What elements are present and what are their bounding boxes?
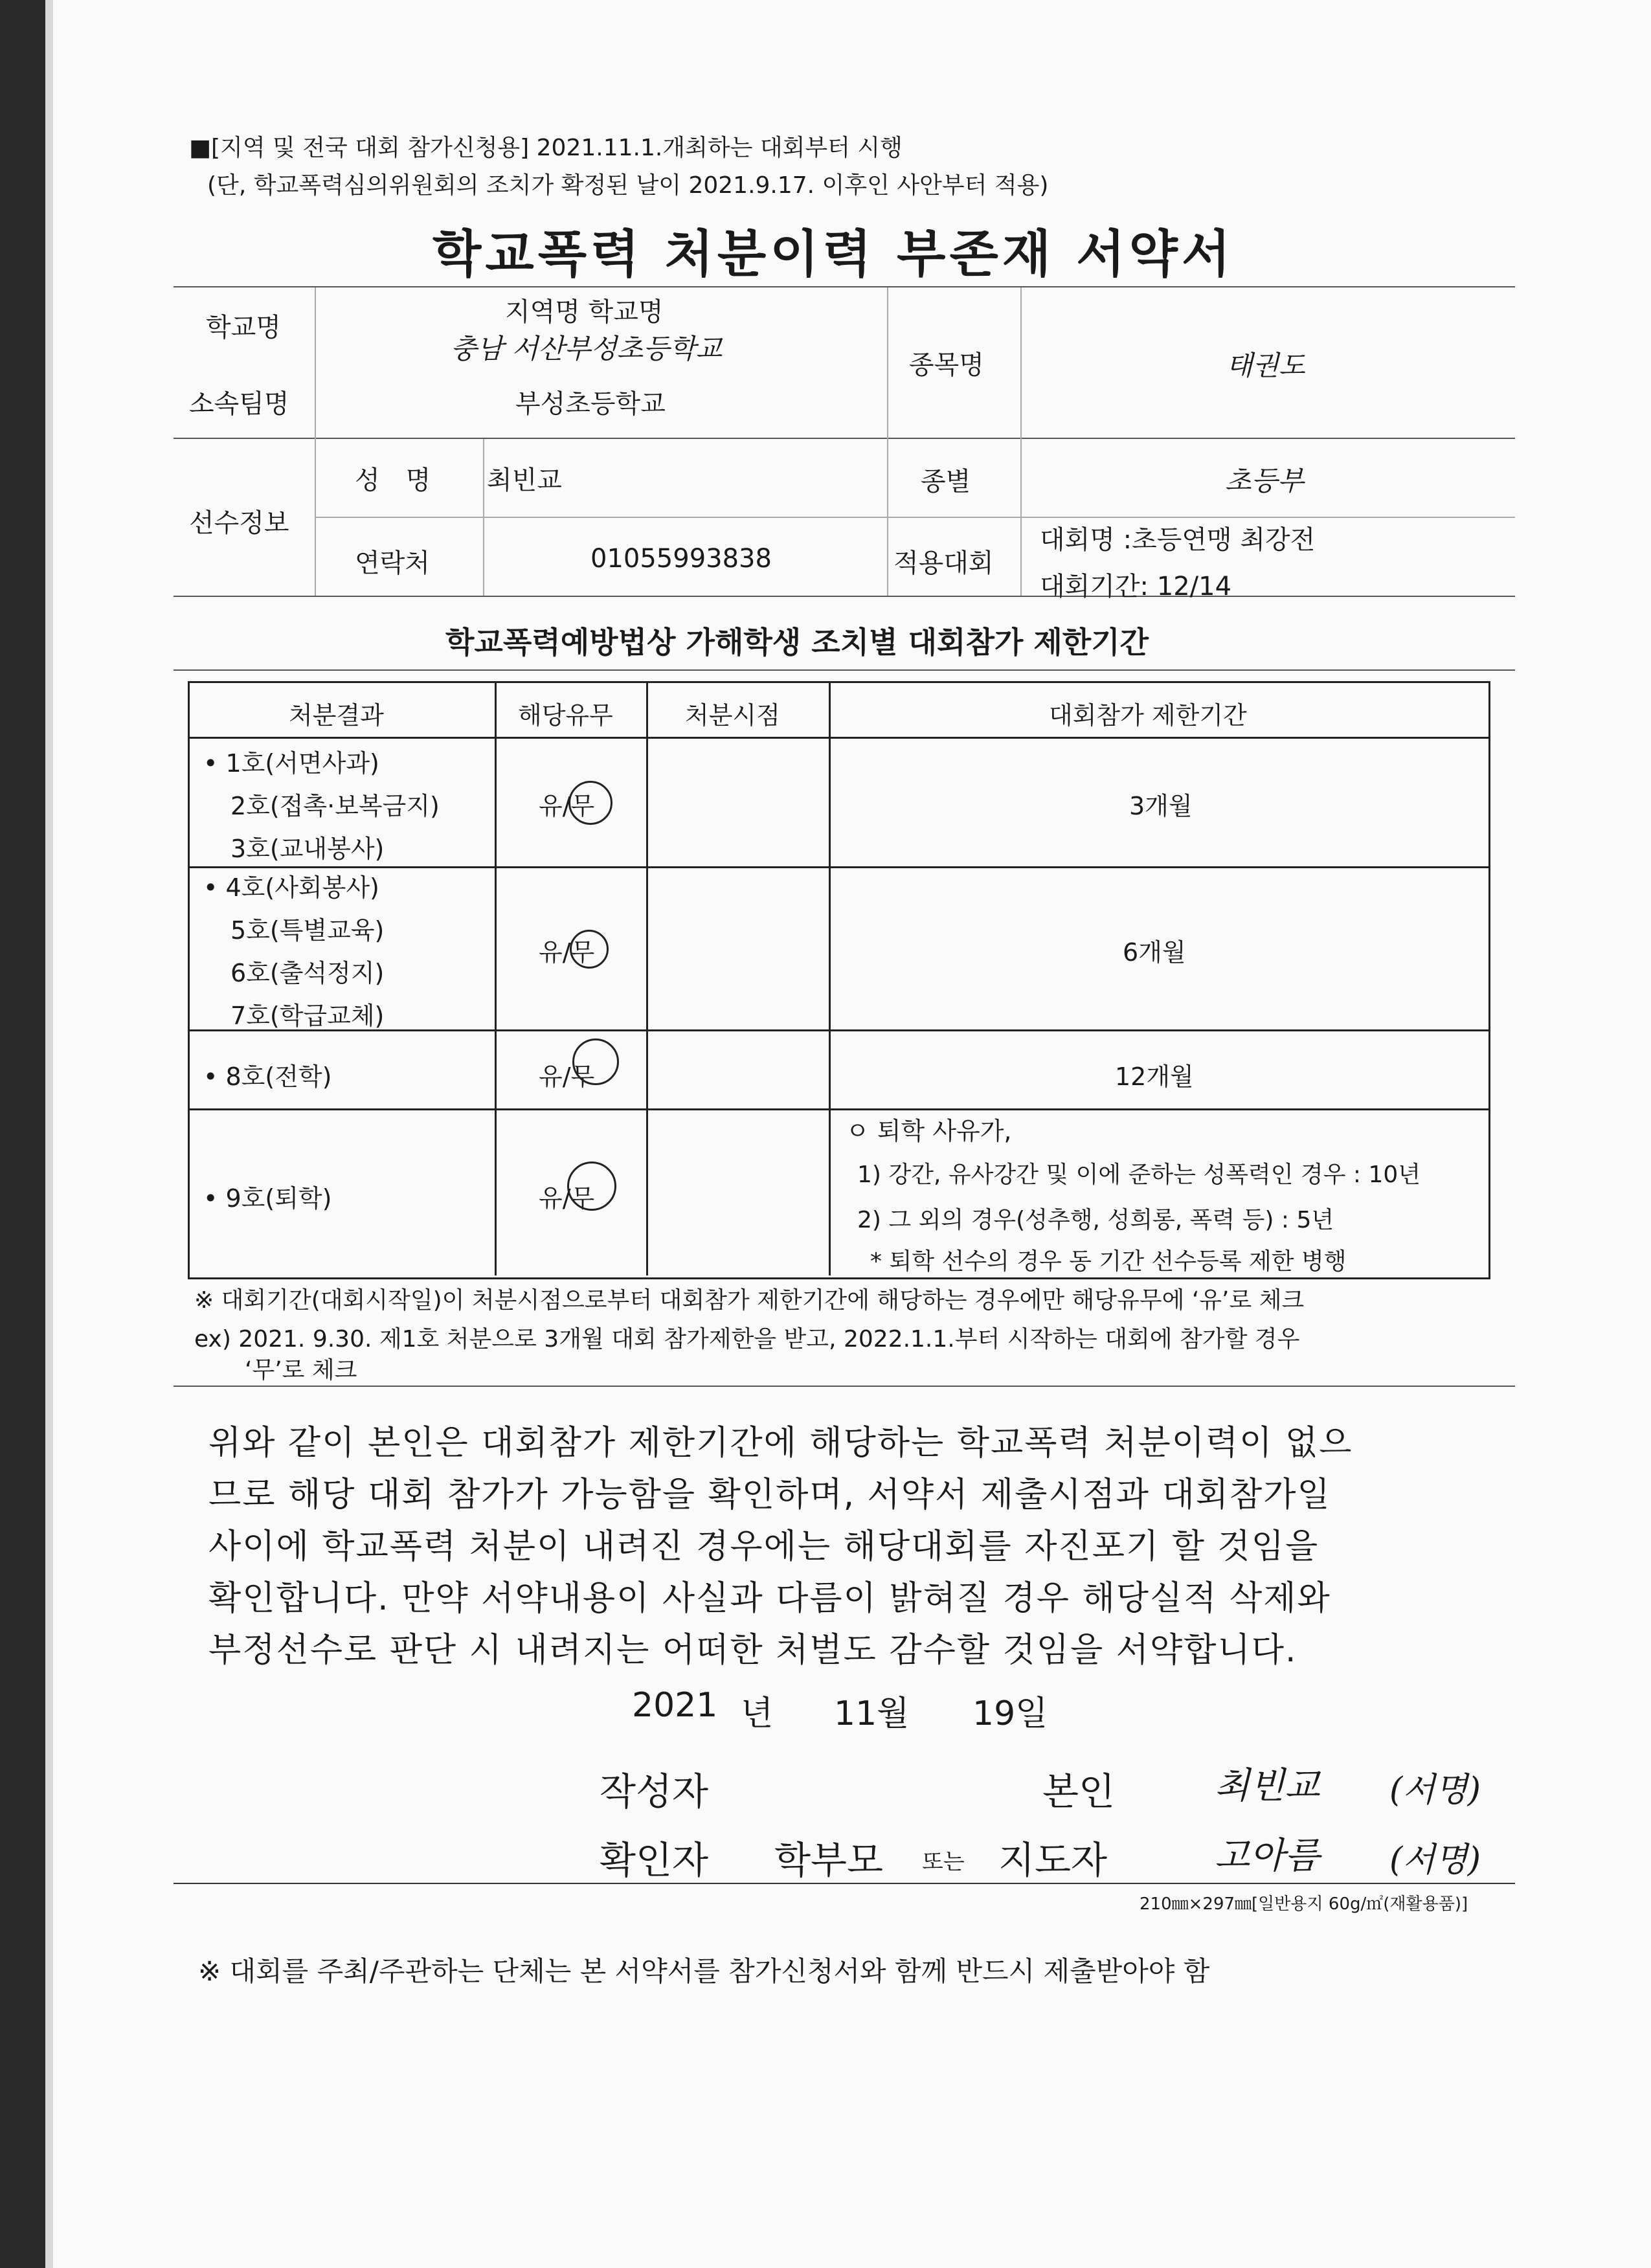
event-value: 태권도 — [1226, 350, 1305, 381]
event-label: 종목명 — [909, 350, 984, 380]
row2-item-4: 7호(학급교체) — [230, 1002, 385, 1030]
section-rule — [174, 669, 1515, 671]
pledge-line-5: 부정선수로 판단 시 내려지는 어떠한 처벌도 감수할 것임을 서약합니다. — [208, 1631, 1297, 1670]
row1-item-1: • 1호(서면사과) — [203, 749, 379, 778]
notes-rule — [174, 1386, 1515, 1387]
pledge-line-1: 위와 같이 본인은 대회참가 제한기간에 해당하는 학교폭력 처분이력이 없으 — [208, 1424, 1353, 1463]
row1-item-3: 3호(교내봉사) — [230, 835, 385, 863]
self-label: 본인 — [1042, 1769, 1116, 1813]
row1-item-2: 2호(접촉·보복금지) — [230, 792, 440, 820]
row2-check: 유/무 — [539, 938, 595, 967]
name-value: 최빈교 — [487, 466, 562, 495]
competition-label: 적용대회 — [893, 548, 994, 578]
date-year: 2021 — [632, 1686, 718, 1725]
table-row-rule-1 — [188, 866, 1489, 868]
row2-period: 6개월 — [1123, 938, 1186, 967]
row3-period: 12개월 — [1115, 1062, 1194, 1091]
name-label: 성 명 — [355, 466, 431, 495]
self-seal: (서명) — [1389, 1771, 1481, 1810]
contact-value: 01055993838 — [590, 544, 772, 574]
school-hint: 지역명 학교명 — [505, 297, 664, 327]
school-value: 충남 서산부성초등학교 — [451, 333, 723, 365]
notice-line-1: ■[지역 및 전국 대회 참가신청용] 2021.11.1.개최하는 대회부터 시행 — [189, 135, 903, 161]
date-day: 19일 — [972, 1694, 1048, 1733]
coach-label: 지도자 — [998, 1838, 1108, 1882]
section-title: 학교폭력예방법상 가해학생 조치별 대회참가 제한기간 — [445, 625, 1149, 660]
signature-rule — [174, 1883, 1515, 1884]
row2-item-3: 6호(출석정지) — [230, 959, 385, 987]
table-col-2 — [646, 682, 648, 1275]
scan-edge-shadow — [45, 0, 53, 2268]
table-col-3 — [829, 682, 831, 1275]
player-label: 선수정보 — [189, 508, 289, 538]
info-divider-3 — [1020, 287, 1022, 596]
info-top-rule — [174, 286, 1515, 287]
table-header-rule — [188, 737, 1489, 739]
coach-signature: 고아름 — [1215, 1835, 1320, 1877]
row3-item-1: • 8호(전학) — [203, 1062, 332, 1091]
writer-label: 작성자 — [600, 1769, 709, 1813]
row2-check-circle — [570, 930, 609, 969]
row3-check: 유/무 — [539, 1062, 595, 1091]
row4-period-line-4: * 퇴학 선수의 경우 동 기간 선수등록 제한 병행 — [870, 1248, 1347, 1275]
header-check: 해당유무 — [518, 701, 613, 730]
row4-check-circle — [567, 1162, 616, 1211]
parent-label: 학부모 — [774, 1838, 884, 1882]
document-title: 학교폭력 처분이력 부존재 서약서 — [432, 225, 1235, 284]
row4-period-line-2: 1) 강간, 유사강간 및 이에 준하는 성폭력인 경우 : 10년 — [857, 1162, 1421, 1188]
coach-seal: (서명) — [1389, 1841, 1481, 1880]
info-divider-2 — [887, 287, 888, 596]
row2-item-1: • 4호(사회봉사) — [203, 873, 379, 902]
contact-label: 연락처 — [355, 548, 430, 578]
row4-item-1: • 9호(퇴학) — [203, 1184, 332, 1213]
row1-check: 유/무 — [539, 792, 595, 820]
header-result: 처분결과 — [289, 701, 384, 730]
info-inner-rule — [316, 517, 1515, 518]
info-bottom-rule — [174, 596, 1515, 597]
info-divider-4 — [483, 439, 484, 596]
row1-period: 3개월 — [1129, 792, 1193, 820]
self-signature: 최빈교 — [1215, 1765, 1320, 1807]
table-row-rule-3 — [188, 1108, 1489, 1110]
row4-period-line-1: ㅇ 퇴학 사유가, — [846, 1117, 1012, 1145]
footer-note: ※ 대회를 주최/주관하는 단체는 본 서약서를 참가신청서와 함께 반드시 제출받아야 함 — [198, 1955, 1210, 1987]
school-label: 학교명 — [206, 313, 281, 342]
note-2: ex) 2021. 9.30. 제1호 처분으로 3개월 대회 참가제한을 받고, 2022.1.1.부터 시작하는 대회에 참가할 경우 — [194, 1326, 1300, 1353]
competition-name: 대회명 :초등연맹 최강전 — [1040, 525, 1316, 555]
pledge-line-4: 확인합니다. 만약 서약내용이 사실과 다름이 밝혀질 경우 해당실적 삭제와 — [208, 1579, 1331, 1618]
note-3: ‘무’로 체크 — [245, 1357, 357, 1384]
division-label: 종별 — [921, 467, 971, 497]
row4-period-line-3: 2) 그 외의 경우(성추행, 성희롱, 폭력 등) : 5년 — [857, 1207, 1334, 1233]
info-mid-rule — [174, 438, 1515, 439]
pledge-line-2: 므로 해당 대회 참가가 가능함을 확인하며, 서약서 제출시점과 대회참가일 — [208, 1476, 1331, 1514]
division-value: 초등부 — [1225, 465, 1304, 497]
team-value: 부성초등학교 — [515, 389, 666, 419]
paper-spec: 210㎜×297㎜[일반용지 60g/㎡(재활용품)] — [1140, 1894, 1468, 1914]
or-label: 또는 — [922, 1849, 965, 1875]
date-year-unit: 년 — [741, 1694, 774, 1733]
competition-period: 대회기간: 12/14 — [1040, 572, 1232, 601]
row1-check-circle — [568, 781, 612, 825]
team-label: 소속팀명 — [189, 389, 289, 419]
row3-check-circle — [572, 1039, 619, 1085]
note-1: ※ 대회기간(대회시작일)이 처분시점으로부터 대회참가 제한기간에 해당하는 경우에만 해당유무에 ‘유’로 체크 — [194, 1287, 1305, 1314]
row2-item-2: 5호(특별교육) — [230, 916, 385, 945]
header-time: 처분시점 — [685, 701, 780, 730]
pledge-line-3: 사이에 학교폭력 처분이 내려진 경우에는 해당대회를 자진포기 할 것임을 — [208, 1527, 1320, 1566]
scan-edge — [0, 0, 45, 2268]
info-divider-1 — [315, 287, 316, 596]
notice-line-2: (단, 학교폭력심의위원회의 조치가 확정된 날이 2021.9.17. 이후인 사안부터 적용) — [207, 172, 1049, 199]
table-col-1 — [495, 682, 497, 1275]
header-period: 대회참가 제한기간 — [1049, 701, 1247, 730]
date-month: 11월 — [834, 1694, 910, 1733]
row4-check: 유/무 — [539, 1184, 595, 1213]
confirmer-label: 확인자 — [600, 1838, 709, 1882]
